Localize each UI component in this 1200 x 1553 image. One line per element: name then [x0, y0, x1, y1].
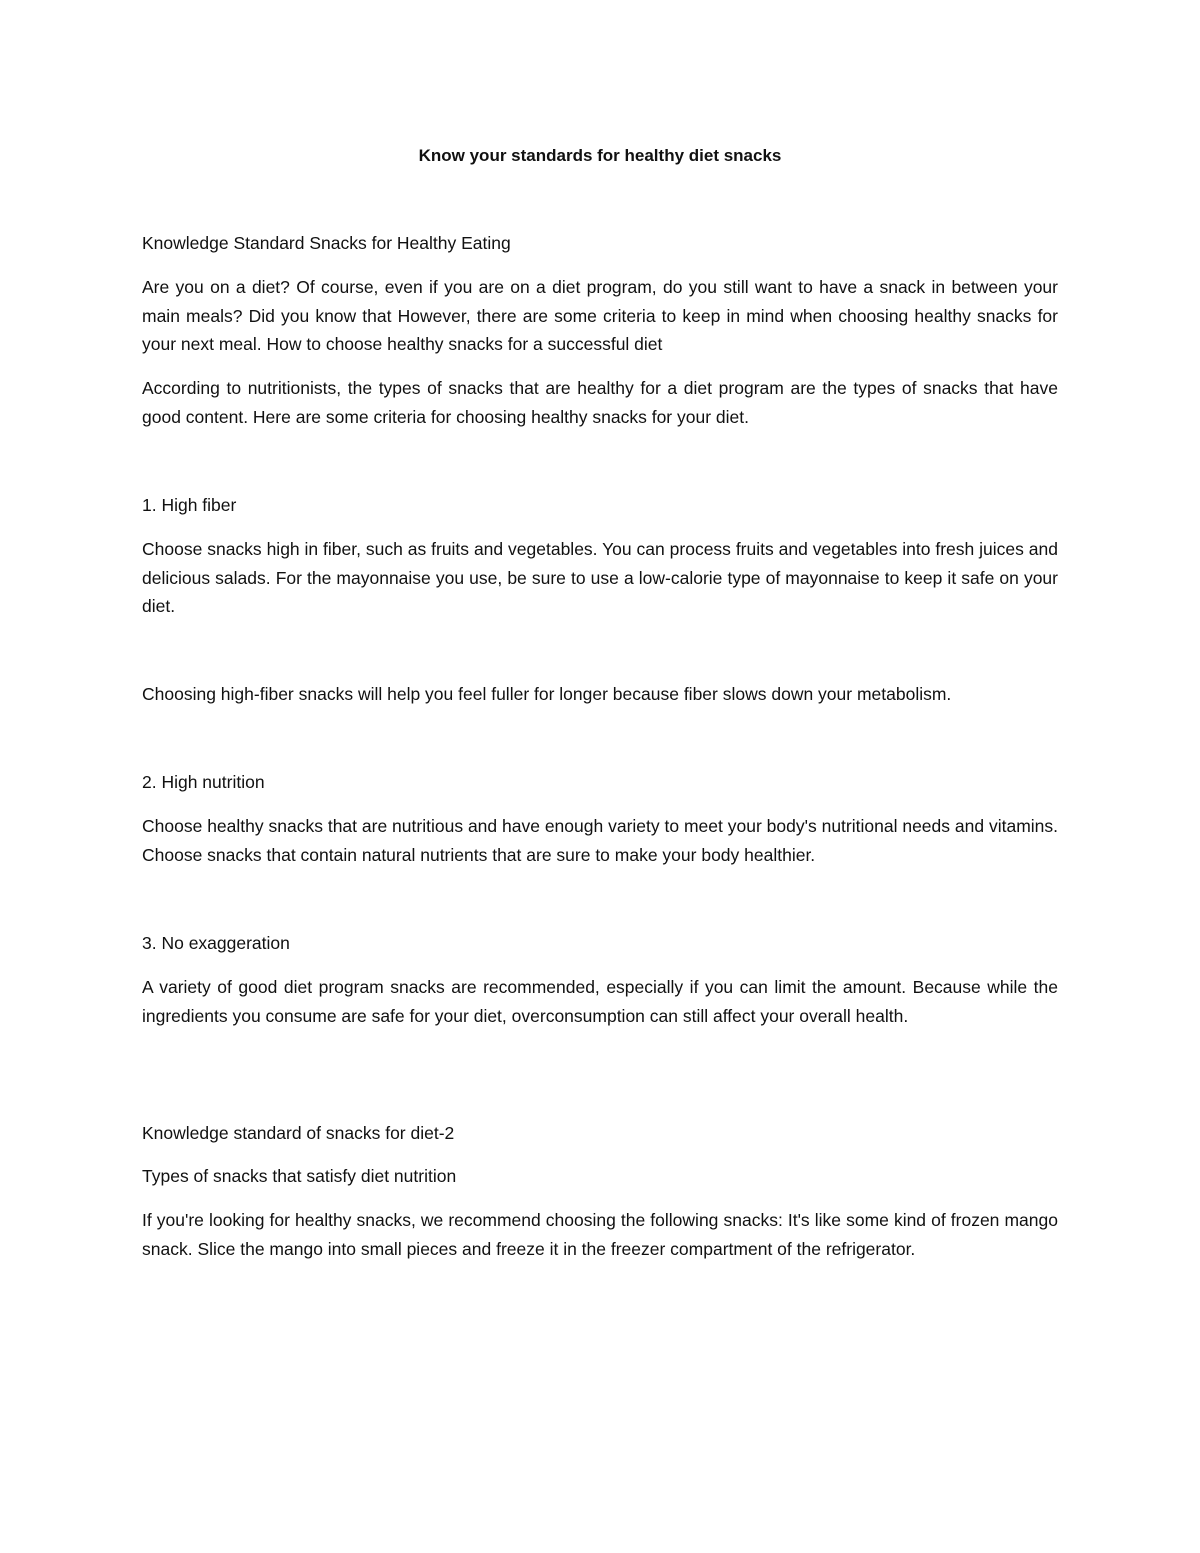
- paragraph: If you're looking for healthy snacks, we recommend choosing the following snacks: It's like some kind of frozen mango snack. Slice the mango into small pieces and freeze it in the freezer compartment of the refrigerator.: [142, 1210, 1058, 1259]
- section-heading: 2. High nutrition: [142, 772, 265, 792]
- paragraph: A variety of good diet program snacks are recommended, especially if you can limit the amount. Because while the ingredients you consume are safe for your diet, overconsumption can still affect your overall health.: [142, 977, 1058, 1026]
- paragraph: Choosing high-fiber snacks will help you feel fuller for longer because fiber slows down your metabolism.: [142, 684, 952, 704]
- paragraph: Choose healthy snacks that are nutritious and have enough variety to meet your body's nutritional needs and vitamins. Choose snacks that contain natural nutrients that are sure to make your body healthier.: [142, 816, 1058, 865]
- subheading: Knowledge Standard Snacks for Healthy Eating: [142, 233, 511, 253]
- subheading: Knowledge standard of snacks for diet-2: [142, 1123, 455, 1143]
- document-title: Know your standards for healthy diet snacks: [418, 146, 782, 165]
- section-heading: 3. No exaggeration: [142, 933, 290, 953]
- paragraph: Are you on a diet? Of course, even if you are on a diet program, do you still want to have a snack in between your main meals? Did you know that However, there are some criteria to keep in mind when choosing healthy snacks for your next meal. How to choose healthy snacks for a successful diet: [142, 277, 1058, 354]
- paragraph: Choose snacks high in fiber, such as fruits and vegetables. You can process fruits and vegetables into fresh juices and delicious salads. For the mayonnaise you use, be sure to use a low-calorie type of mayonnaise to keep it safe on your diet.: [142, 539, 1058, 616]
- paragraph: According to nutritionists, the types of snacks that are healthy for a diet program are the types of snacks that have good content. Here are some criteria for choosing healthy snacks for your diet.: [142, 378, 1058, 427]
- section-heading: 1. High fiber: [142, 495, 237, 515]
- subheading: Types of snacks that satisfy diet nutrition: [142, 1166, 457, 1186]
